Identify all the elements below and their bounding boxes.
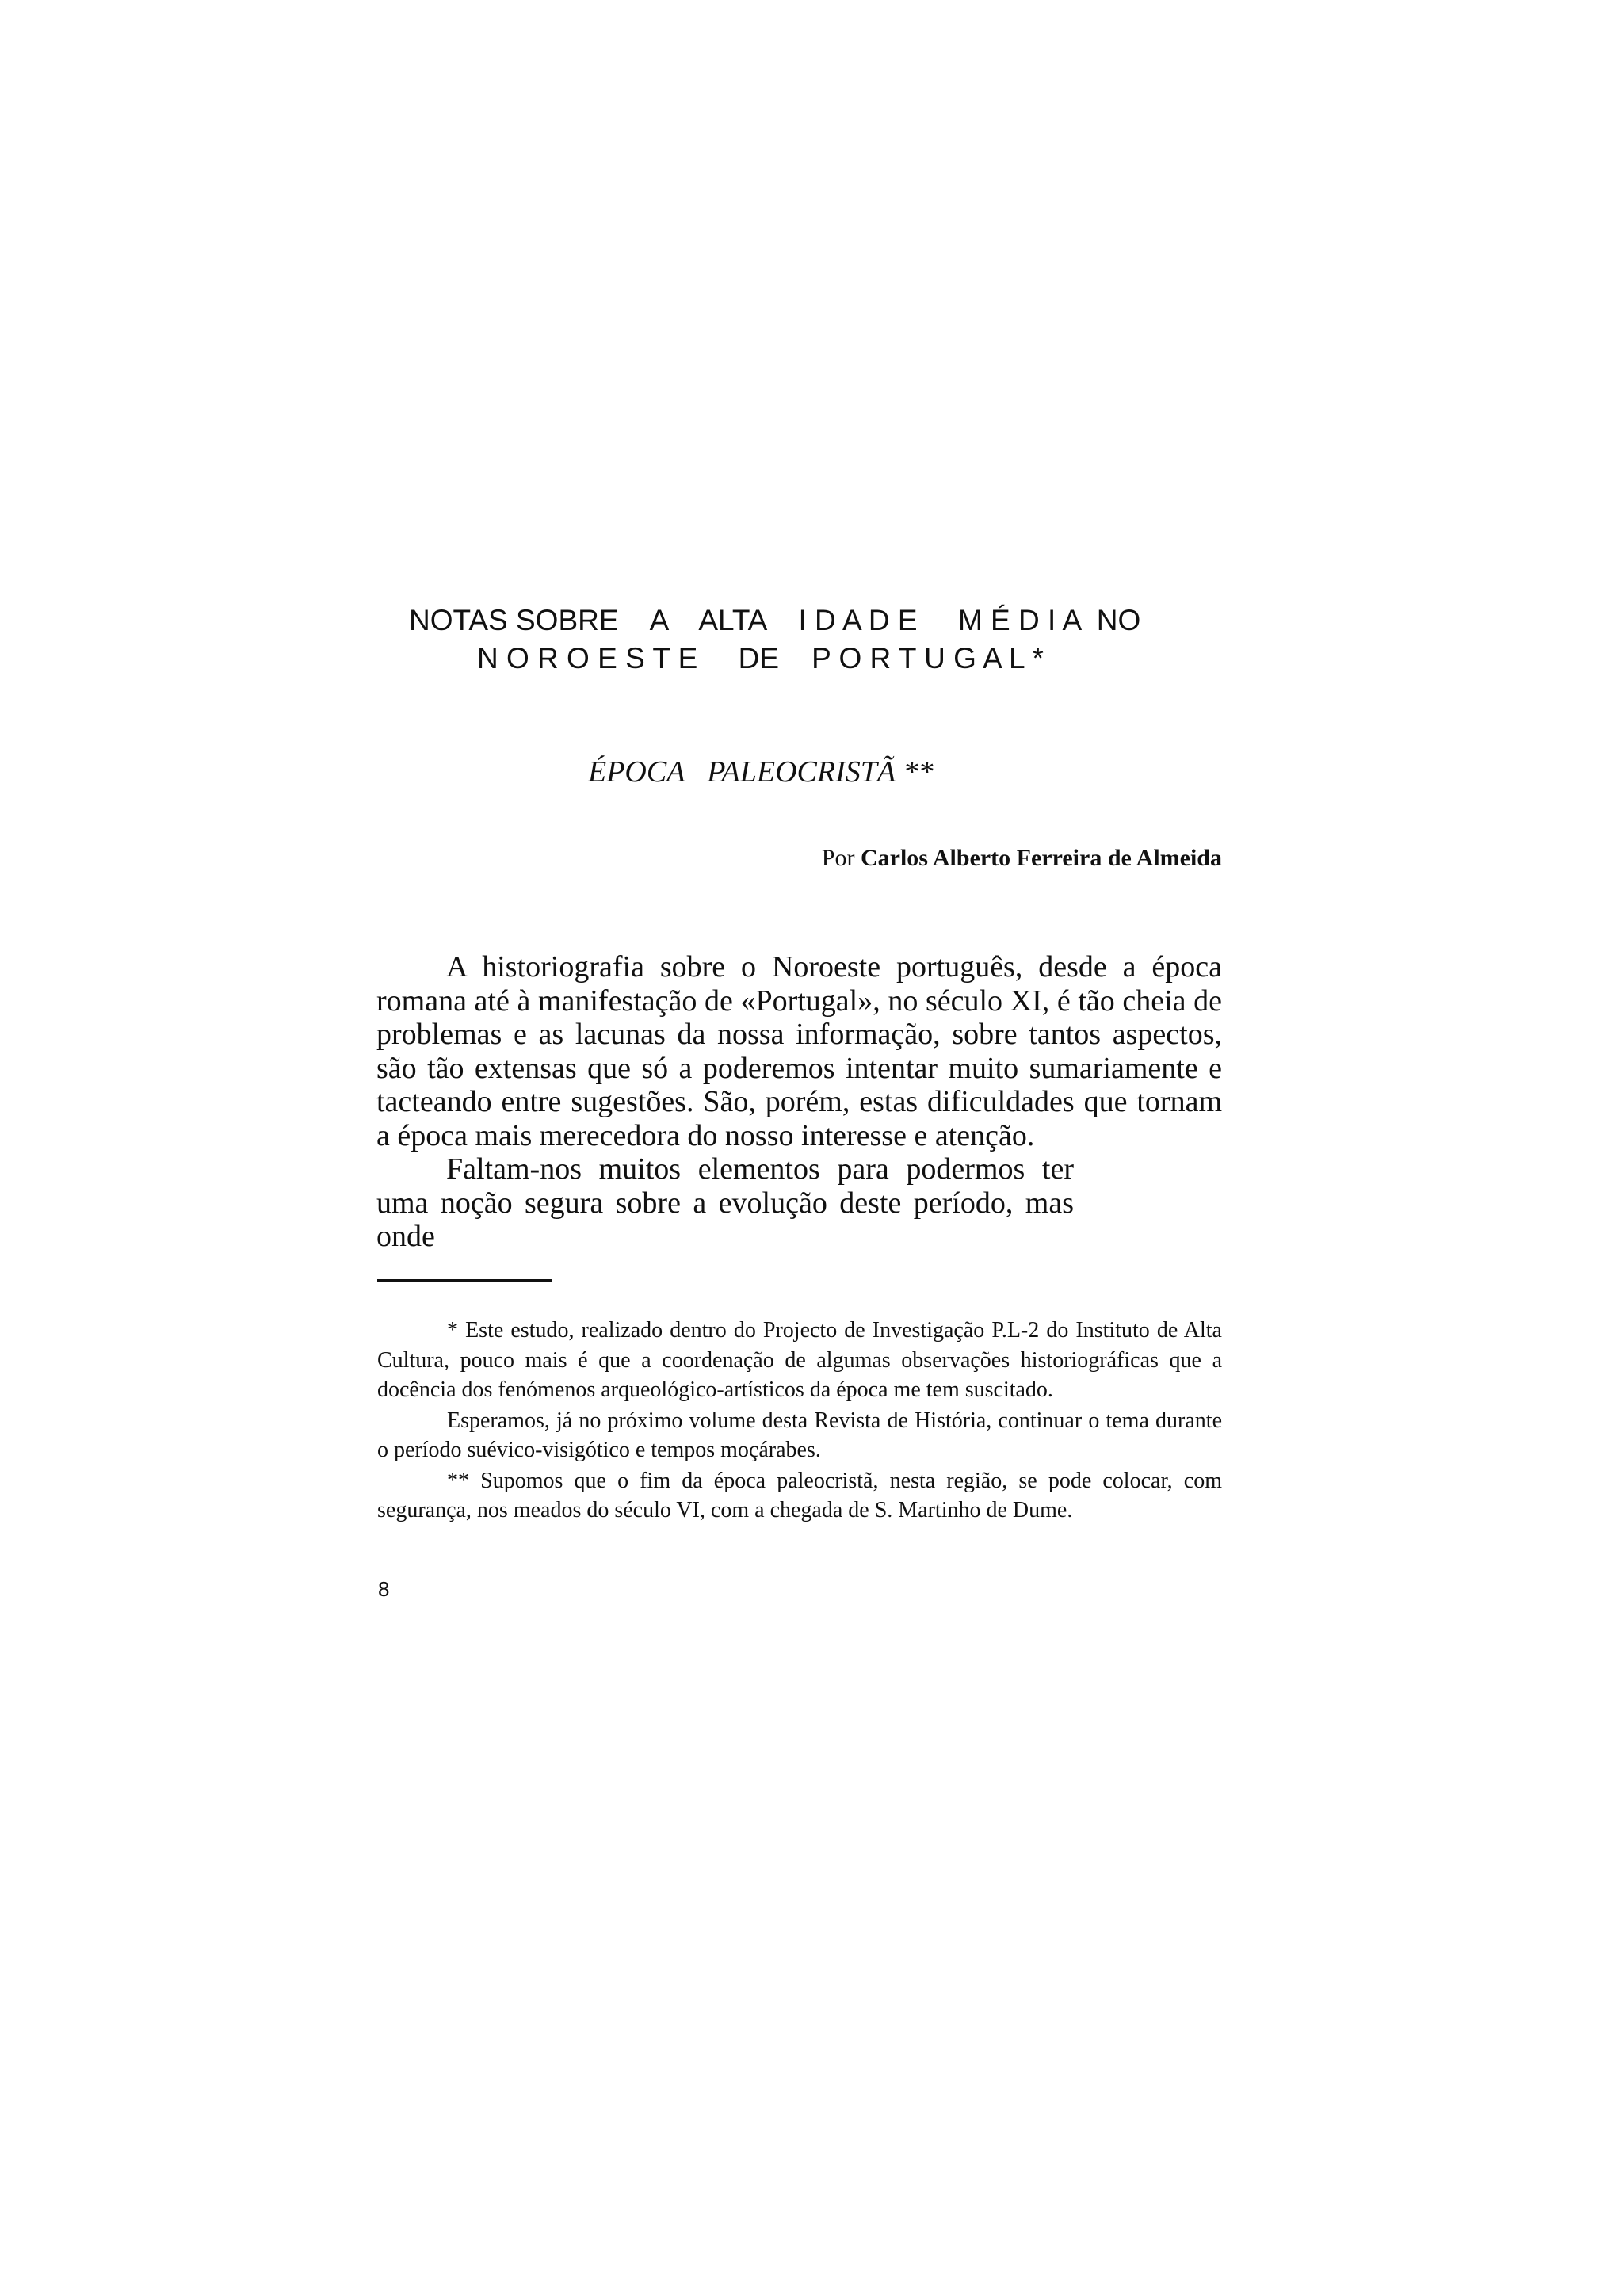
footnote: Esperamos, já no próximo volume desta Revista de História, continuar o tema durante o período suévico-visigótico e tempos moçárabes. <box>377 1408 1222 1462</box>
title-line-1: NOTAS SOBRE A ALTA I D A D E M É D I A NO <box>409 604 1141 636</box>
byline-prefix: Por <box>821 845 861 871</box>
body-text <box>376 950 1222 1254</box>
body-paragraph: Faltam-nos muitos elementos para podermos ter uma noção segura sobre a evolução deste período, mas onde <box>376 1152 1074 1253</box>
page-number: 8 <box>378 1577 390 1601</box>
footnote-divider <box>377 1279 552 1282</box>
body-paragraph: A historiografia sobre o Noroeste português, desde a época romana até à manifestação de «Portugal», no século XI, é tão cheia de problemas e as lacunas da nossa informação, sobre tantos aspectos, são tão extensas que só a poderemos intentar muito sumariamente e tacteando entre sugestões. São, porém, estas dificuldades que tornam a época mais merecedora do nosso interesse e atenção. <box>376 950 1222 1152</box>
author-name: Carlos Alberto Ferreira de Almeida <box>860 845 1222 871</box>
footnotes <box>377 1316 1222 1526</box>
footnote: ** Supomos que o fim da época paleocristã, nesta região, se pode colocar, com segurança, nos meados do século VI, com a chegada de S. Martinho de Dume. <box>377 1468 1222 1522</box>
title-line-2: N O R O E S T E DE P O R T U G A L * <box>477 642 1044 674</box>
byline <box>822 843 1222 873</box>
subtitle: ÉPOCA PALEOCRISTÃ ** <box>588 755 934 789</box>
footnote: * Este estudo, realizado dentro do Projecto de Investigação P.L-2 do Instituto de Alta Cultura, pouco mais é que a coordenação de algumas observações historiográficas que a docência dos fenómenos arqueológico-artísticos da época me tem suscitado. <box>377 1318 1222 1402</box>
